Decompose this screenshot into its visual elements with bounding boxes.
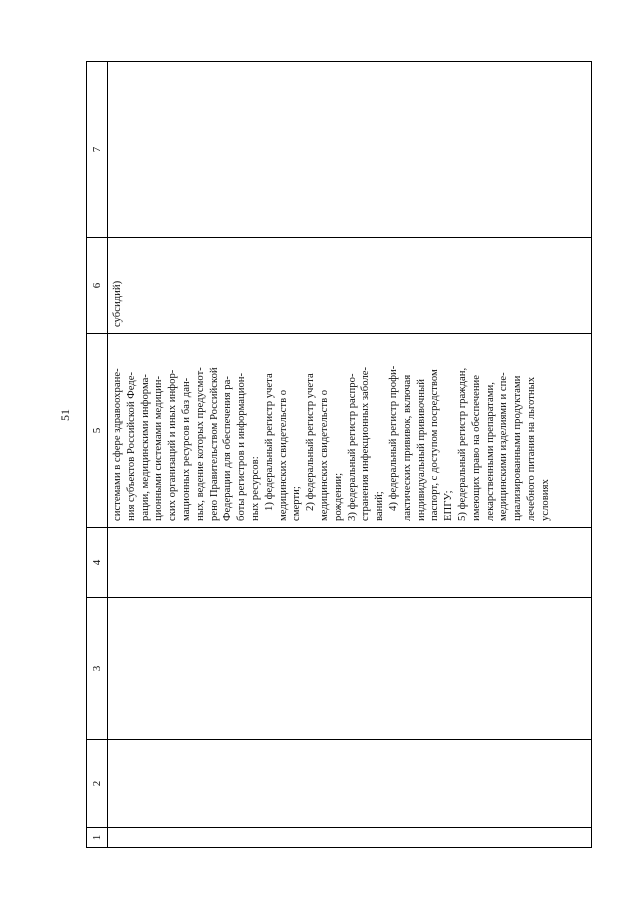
table-row — [108, 62, 592, 848]
col5-line: медицинских свидетельств о — [276, 389, 289, 521]
col5-line: ных ресурсов: — [248, 456, 261, 521]
col5-line: ния субъектов Российской Феде- — [124, 371, 137, 521]
col5-line: мационных ресурсов и баз дан- — [179, 377, 192, 521]
data-table — [86, 61, 592, 848]
header-cell-1: 1 — [87, 828, 108, 848]
col5-line: Федерации для обеспечения ра- — [221, 376, 234, 521]
col5-line: ЕПГУ; — [442, 490, 455, 521]
col5-line: ционными системами медицин- — [152, 375, 165, 521]
cell-col-1 — [108, 828, 592, 848]
col5-line: системами в сфере здравоохране- — [111, 368, 123, 521]
header-cell-6: 6 — [87, 238, 108, 334]
col5-line: 1) федеральный регистр учета — [262, 373, 275, 511]
col5-line: рождении; — [331, 472, 344, 521]
cell-col-6 — [108, 238, 592, 334]
cell-col-7 — [108, 62, 592, 238]
col5-line: 4) федеральный регистр профи- — [386, 365, 399, 511]
page-number: 51 — [58, 409, 72, 421]
header-row — [87, 62, 108, 848]
cell-col-5 — [108, 334, 592, 528]
col5-line: имеющих право на обеспечение — [469, 375, 482, 521]
header-cell-3: 3 — [87, 598, 108, 740]
col5-line: 2) федеральный регистр учета — [304, 373, 317, 511]
col5-line: ваний; — [373, 491, 386, 521]
header-cell-5: 5 — [87, 334, 108, 528]
col5-line: боты регистров и информацион- — [235, 372, 248, 521]
col5-line: смерти; — [290, 486, 303, 521]
col5-line: рации, медицинскими информа- — [138, 374, 151, 521]
cell-col-4 — [108, 528, 592, 598]
header-cell-7: 7 — [87, 62, 108, 238]
col5-line: медицинскими изделиями и спе- — [497, 372, 510, 521]
col5-line: индивидуальный прививочный — [414, 379, 427, 521]
col6-text: субсидий) — [111, 280, 123, 327]
col5-line: медицинских свидетельств о — [317, 389, 330, 521]
rotated-table-container — [86, 62, 586, 848]
header-cell-4: 4 — [87, 528, 108, 598]
header-cell-2: 2 — [87, 740, 108, 828]
col5-line: ских организаций и иных инфор- — [166, 369, 179, 521]
col5-line: лечебного питания на льготных — [524, 376, 537, 521]
cell-col-2 — [108, 740, 592, 828]
col5-line: лекарственными препаратами, — [483, 382, 496, 521]
col5-line: лактических прививок, включая — [400, 374, 413, 521]
col5-line: 5) федеральный регистр граждан, — [455, 367, 468, 521]
cell-col-3 — [108, 598, 592, 740]
col5-line: рено Правительством Российской — [207, 367, 220, 521]
col5-line: циализированными продуктами — [511, 375, 524, 521]
col5-line: паспорт, с доступом посредством — [428, 369, 441, 521]
col5-line: 3) федеральный регистр распро- — [345, 373, 358, 521]
col5-line: ных, ведение которых предусмот- — [193, 367, 206, 521]
col5-line: странения инфекционных заболе- — [359, 366, 372, 521]
col5-line: условиях — [538, 479, 551, 521]
